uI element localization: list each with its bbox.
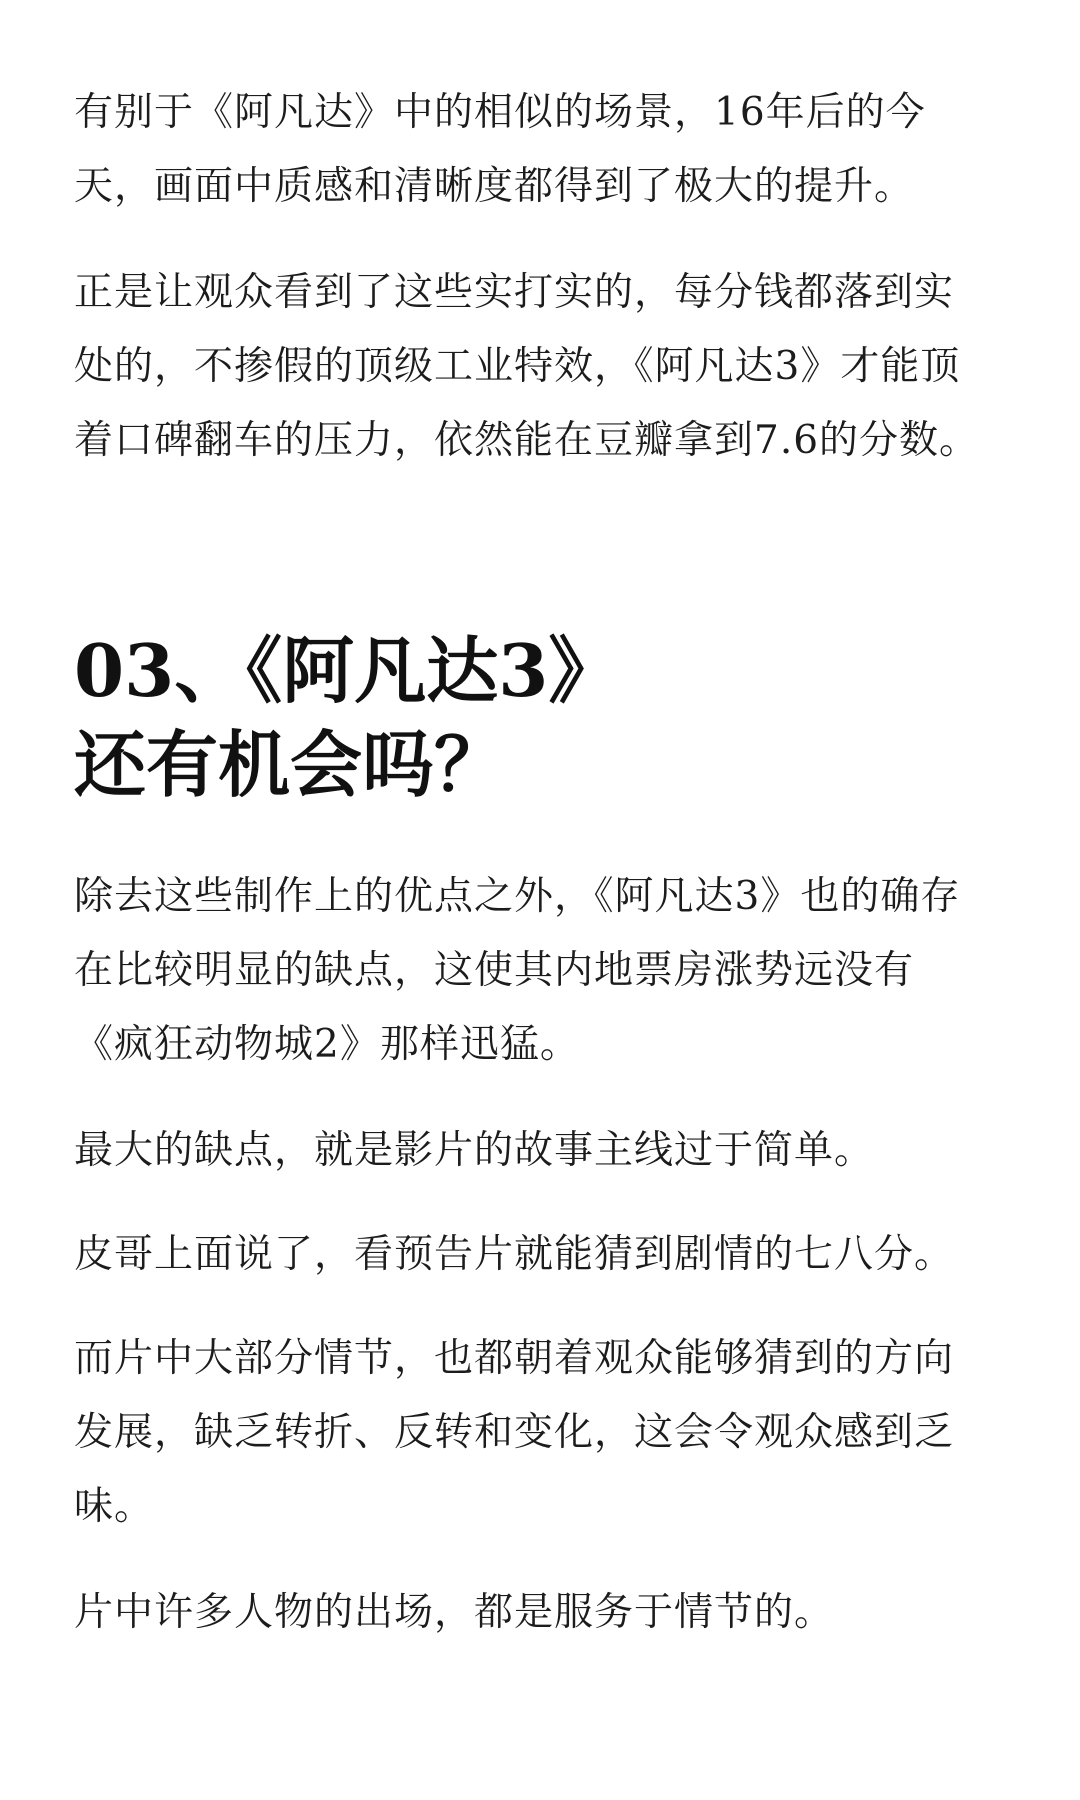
section-heading: 03、《阿凡达3》 还有机会吗？ (74, 628, 621, 807)
paragraph-shortcomings: 除去这些制作上的优点之外，《阿凡达3》也的确存 在比较明显的缺点，这使其内地票房涨势远没有 《疯狂动物城2》那样迅猛。 (74, 874, 961, 1067)
paragraph-special-effects: 正是让观众看到了这些实打实的，每分钱都落到实 处的，不掺假的顶级工业特效，《阿凡达3》才能顶 着口碑翻车的压力，依然能在豆瓣拿到7.6的分数。 (74, 270, 980, 463)
paragraph-trailer-prediction: 皮哥上面说了，看预告片就能猜到剧情的七八分。 (74, 1232, 955, 1277)
paragraph-main-flaw: 最大的缺点，就是影片的故事主线过于简单。 (74, 1128, 875, 1173)
paragraph-plot-development: 而片中大部分情节，也都朝着观众能够猜到的方向 发展，缺乏转折、反转和变化，这会令观众感到乏 味。 (74, 1336, 955, 1529)
paragraph-characters: 片中许多人物的出场，都是服务于情节的。 (74, 1590, 835, 1635)
paragraph-visual-comparison: 有别于《阿凡达》中的相似的场景，16年后的今 天，画面中质感和清晰度都得到了极大的提升。 (74, 90, 926, 209)
